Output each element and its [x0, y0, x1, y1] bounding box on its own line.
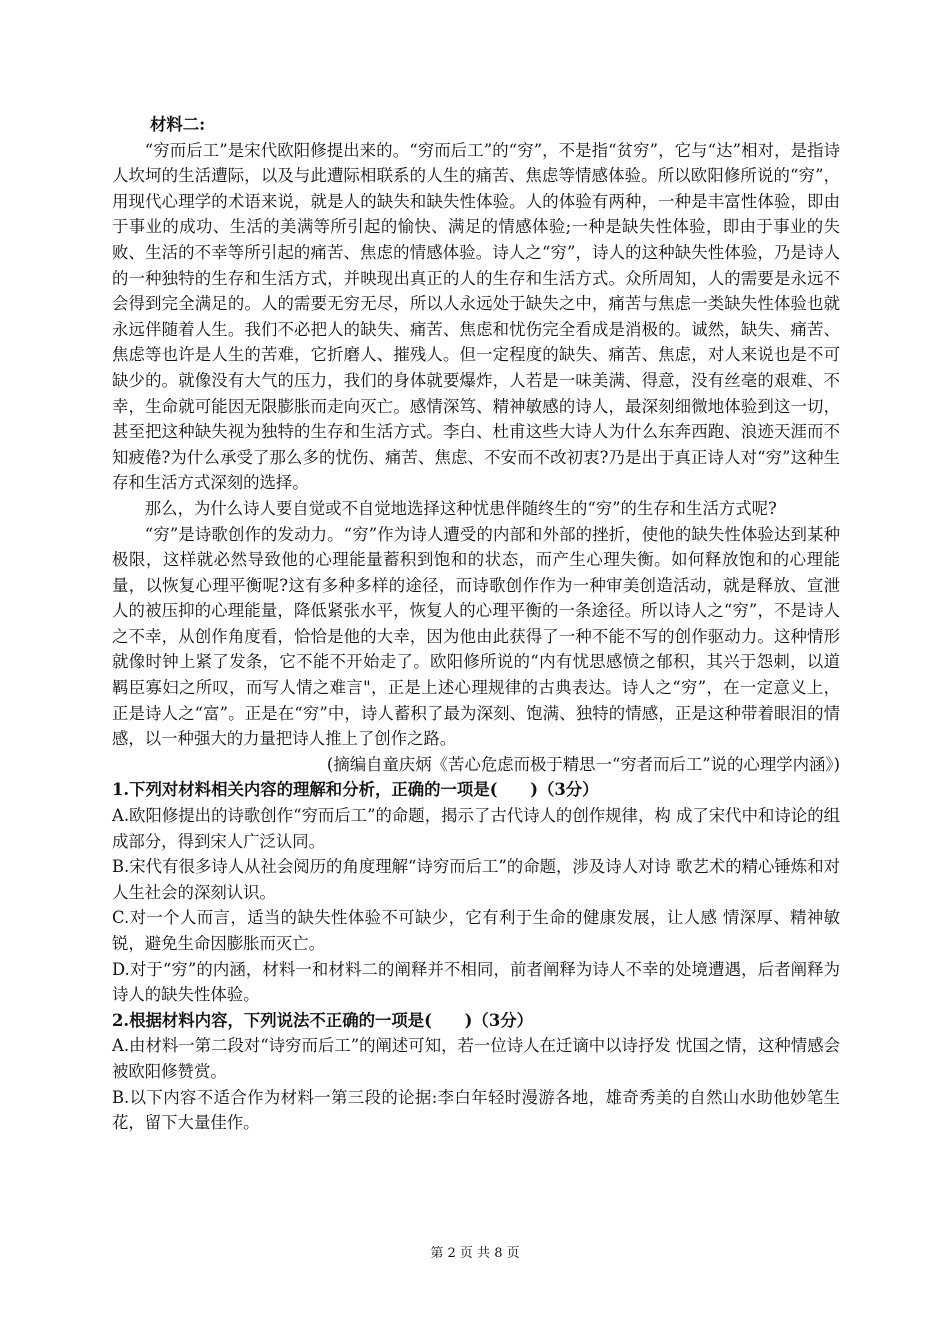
- option-b: B.宋代有很多诗人从社会阅历的角度理解“诗穷而后工”的命题，涉及诗人对诗 歌艺术的精心锤炼和对人生社会的深刻认识。: [112, 857, 840, 902]
- option-a: A.由材料一第二段对“诗穷而后工”的阐述可知，若一位诗人在迁谪中以诗抒发 忧国之情，这种情感会被欧阳修赞赏。: [112, 1036, 840, 1081]
- source-note: (摘编自童庆炳《苦心危虑而极于精思一“穷者而后工”说的心理学内涵》): [326, 754, 840, 774]
- section-heading: 材料二:: [150, 115, 206, 134]
- question-1: [112, 777, 840, 1007]
- document-page: [112, 112, 840, 1136]
- option-a: A.欧阳修提出的诗歌创作“穷而后工”的命题，揭示了古代诗人的创作规律，构 成了宋代中和诗论的组成部分，得到宋人广泛认同。: [112, 806, 840, 851]
- paragraph: “穷”是诗歌创作的发动力。“穷”作为诗人遭受的内部和外部的挫折，使他的缺失性体验达到某种极限，这样就必然导致他的心理能量蓄积到饱和的状态，而产生心理失衡。如何释放饱和的心理能量，以恢复心理平衡呢?这有多种多样的途径，而诗歌创作作为一种审美创造活动，就是释放、宣泄人的被压抑的心理能量，降低紧张水平，恢复人的心理平衡的一条途径。所以诗人之“穷”，不是诗人之不幸，从创作角度看，恰恰是他的大幸，因为他由此获得了一种不能不写的创作驱动力。这种情形就像时钟上紧了发条，它不能不开始走了。欧阳修所说的“内有忧思感愤之郁积，其兴于怨刺，以道羁臣寡妇之所叹，而写人情之难言"，正是上述心理规律的古典表达。诗人之“穷”，在一定意义上，正是诗人之“富”。正是在“穷”中，诗人蓄积了最为深刻、饱满、独特的情感，正是这种带着眼泪的情感，以一种强大的力量把诗人推上了创作之路。: [112, 524, 840, 749]
- question-title: 1.下列对材料相关内容的理解和分析，正确的一项是( )（3分）: [112, 780, 599, 800]
- option-d: D.对于“穷”的内涵，材料一和材料二的阐释并不相同，前者阐释为诗人不幸的处境遭遇，后者阐释为诗人的缺失性体验。: [112, 959, 840, 1005]
- option-c: C.对一个人而言，适当的缺失性体验不可缺少，它有利于生命的健康发展，让人感 情深厚、精神敏锐，避免生命因膨胀而灭亡。: [112, 908, 840, 953]
- question-title: 2.根据材料内容，下列说法不正确的一项是( )（3分）: [112, 1010, 534, 1030]
- question-2: [112, 1008, 840, 1136]
- option-b: B.以下内容不适合作为材料一第三段的论据:李白年轻时漫游各地，雄奇秀美的自然山水助他妙笔生花，留下大量佳作。: [112, 1087, 840, 1133]
- page-footer: 第 2 页 共 8 页: [430, 1246, 520, 1261]
- paragraph: “穷而后工”是宋代欧阳修提出来的。“穷而后工”的“穷”，不是指“贫穷”，它与“达”相对，是指诗人坎坷的生活遭际，以及与此遭际相联系的人生的痛苦、焦虑等情感体验。所以欧阳修所说的“穷”，用现代心理学的术语来说，就是人的缺失和缺失性体验。人的体验有两种，一种是丰富性体验，即由于事业的成功、生活的美满等所引起的愉快、满足的情感体验;一种是缺失性体验，即由于事业的失败、生活的不幸等所引起的痛苦、焦虑的情感体验。诗人之“穷”，诗人的这种缺失性体验，乃是诗人的一种独特的生存和生活方式，并映现出真正的人的生存和生活方式。众所周知，人的需要是永远不会得到完全满足的。人的需要无穷无尽，所以人永远处于缺失之中，痛苦与焦虑一类缺失性体验也就永远伴随着人生。我们不必把人的缺失、痛苦、焦虑和忧伤完全看成是消极的。诚然，缺失、痛苦、焦虑等也许是人生的苦难，它折磨人、摧残人。但一定程度的缺失、痛苦、焦虑，对人来说也是不可缺少的。就像没有大气的压力，我们的身体就要爆炸，人若是一味美满、得意，没有丝毫的艰难、不幸，生命就可能因无限膨胀而走向灭亡。感情深笃、精神敏感的诗人，最深刻细微地体验到这一切，甚至把这种缺失视为独特的生存和生活方式。李白、杜甫这些大诗人为什么东奔西跑、浪迹天涯而不知疲倦?为什么承受了那么多的忧伤、痛苦、焦虑、不安而不改初衷?乃是出于真正诗人对“穷”这种生存和生活方式深刻的选择。: [112, 140, 840, 493]
- paragraph: 那么，为什么诗人要自觉或不自觉地选择这种忧患伴随终生的“穷”的生存和生活方式呢?: [144, 498, 777, 518]
